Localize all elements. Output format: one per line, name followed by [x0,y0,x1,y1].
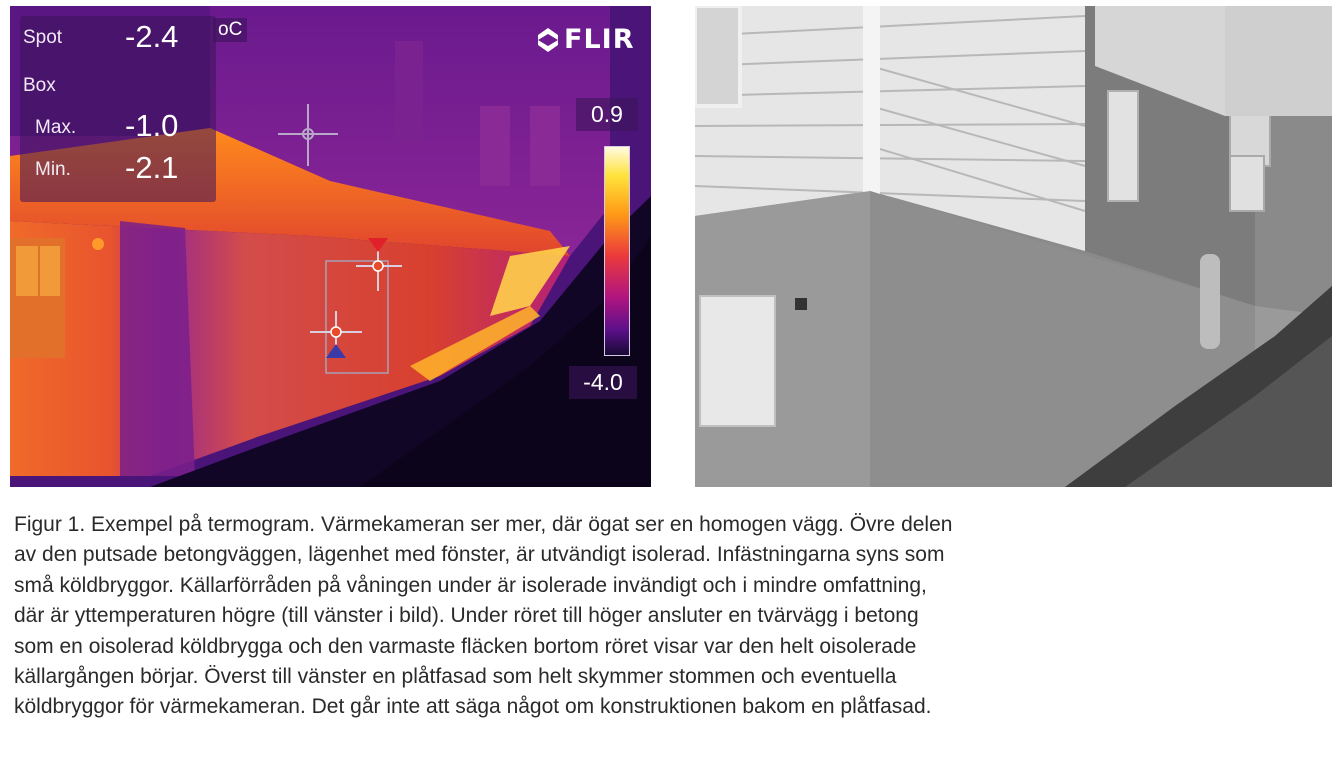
building-photo-scene [695,6,1332,487]
spot-label: Spot [23,27,63,48]
caption-line: små köldbryggor. Källarförråden på våningen under är isolerade invändigt och i mindre omfattning, [14,573,927,597]
color-scale-bar [604,146,630,356]
caption-line: där är yttemperaturen högre (till vänster i bild). Under röret till höger ansluter en tvärvägg i betong [14,604,919,628]
min-value: -2.1 [125,150,179,185]
scale-max-value: 0.9 [576,98,638,131]
caption-line: källargången börjar. Överst till vänster en plåtfasad som helt skymmer stommen och eventuella [14,665,897,689]
temperature-unit: oC [213,18,247,42]
box-label: Box [23,75,56,96]
flir-logo [536,24,635,55]
thermal-image [10,6,651,487]
caption-line: som en oisolerad köldbrygga och den varmaste fläcken bortom röret visar var den helt oisolerade [14,634,917,658]
figure-caption [14,510,1330,723]
min-label: Min. [35,159,71,180]
scale-min-value: -4.0 [569,366,637,399]
measurement-readout [20,16,216,202]
flir-logo-text: FLIR [564,24,635,55]
caption-line: Figur 1. Exempel på termogram. Värmekameran ser mer, där ögat ser en homogen vägg. Övre delen [14,513,953,536]
building-photo [695,6,1332,487]
caption-line: av den putsade betongväggen, lägenhet med fönster, är utvändigt isolerad. Infästningarna syns som [14,543,945,567]
max-value: -1.0 [125,108,179,143]
max-label: Max. [35,117,77,138]
caption-line: köldbryggor för värmekameran. Det går inte att säga något om konstruktionen bakom en plåtfasad. [14,695,932,719]
spot-value: -2.4 [125,19,179,54]
flir-logo-icon [536,27,560,53]
